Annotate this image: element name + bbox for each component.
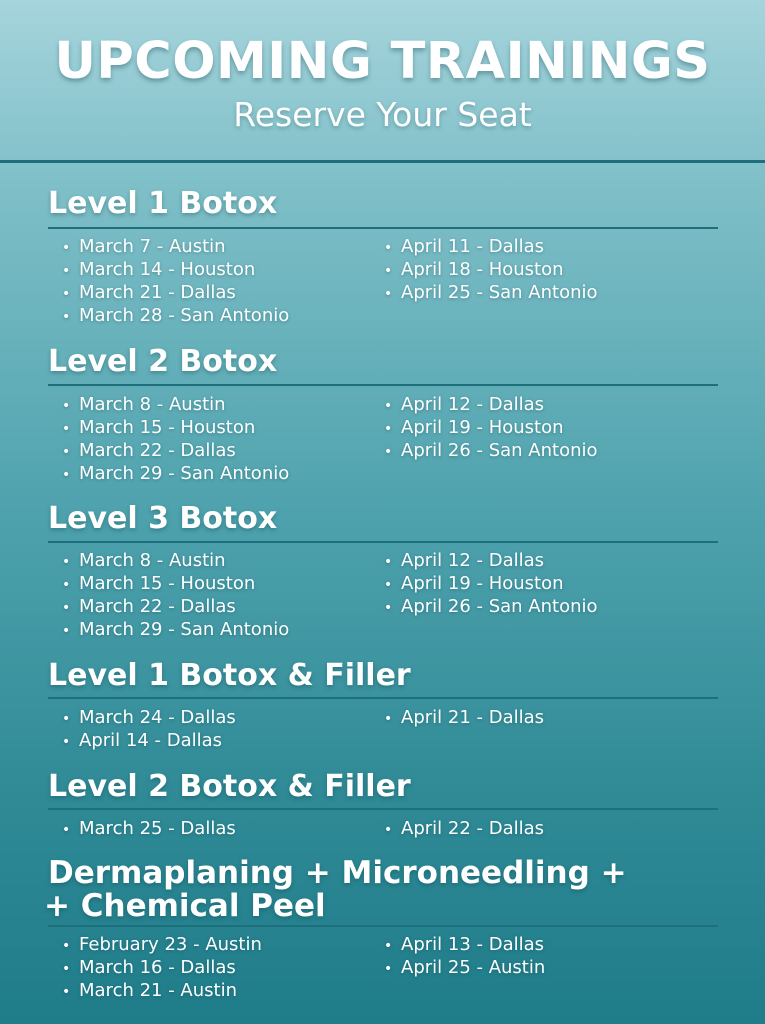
date-list-right <box>384 706 544 729</box>
section-divider <box>48 697 718 699</box>
bullet-icon: • <box>62 961 71 977</box>
date-item: • March 8 - Austin <box>62 393 289 416</box>
date-item: • March 22 - Dallas <box>62 595 289 618</box>
date-list-right <box>384 549 598 618</box>
date-item: • April 22 - Dallas <box>384 817 544 840</box>
bullet-icon: • <box>384 600 393 616</box>
bullet-icon: • <box>62 240 71 256</box>
bullet-icon: • <box>62 938 71 954</box>
section-title: Level 3 Botox <box>48 501 278 536</box>
date-list-left <box>62 235 289 327</box>
date-item: • March 21 - Dallas <box>62 281 289 304</box>
date-item: • March 29 - San Antonio <box>62 462 289 485</box>
bullet-icon: • <box>384 444 393 460</box>
date-item: • March 21 - Austin <box>62 979 262 1002</box>
bullet-icon: • <box>384 240 393 256</box>
bullet-icon: • <box>384 421 393 437</box>
bullet-icon: • <box>384 938 393 954</box>
section-divider <box>48 541 718 543</box>
date-item: • March 16 - Dallas <box>62 956 262 979</box>
date-item: • April 19 - Houston <box>384 416 598 439</box>
date-item: • March 28 - San Antonio <box>62 304 289 327</box>
section-divider <box>48 808 718 810</box>
date-item: • April 26 - San Antonio <box>384 595 598 618</box>
date-item: • March 14 - Houston <box>62 258 289 281</box>
bullet-icon: • <box>62 623 71 639</box>
date-item: • April 12 - Dallas <box>384 549 598 572</box>
section-title: Level 1 Botox & Filler <box>48 658 411 693</box>
date-item: • March 24 - Dallas <box>62 706 236 729</box>
date-item: • March 29 - San Antonio <box>62 618 289 641</box>
date-list-left <box>62 549 289 641</box>
date-item: • April 19 - Houston <box>384 572 598 595</box>
date-item: • April 25 - Austin <box>384 956 545 979</box>
date-list-left <box>62 817 236 840</box>
date-list-right <box>384 235 598 304</box>
bullet-icon: • <box>384 286 393 302</box>
bullet-icon: • <box>384 822 393 838</box>
date-list-right <box>384 933 545 979</box>
section-title: Level 1 Botox <box>48 186 278 221</box>
header <box>0 0 765 162</box>
section-title-line-1: Dermaplaning + Microneedling + <box>48 855 627 891</box>
date-item: • April 25 - San Antonio <box>384 281 598 304</box>
date-item: • April 12 - Dallas <box>384 393 598 416</box>
date-list-left <box>62 933 262 1002</box>
date-item: • February 23 - Austin <box>62 933 262 956</box>
date-list-left <box>62 393 289 485</box>
section-divider <box>48 384 718 386</box>
section-title-line-2: + Chemical Peel <box>44 888 326 924</box>
date-list-left <box>62 706 236 752</box>
date-item: • March 22 - Dallas <box>62 439 289 462</box>
bullet-icon: • <box>62 421 71 437</box>
page-title: UPCOMING TRAININGS <box>54 32 711 91</box>
bullet-icon: • <box>62 734 71 750</box>
bullet-icon: • <box>62 984 71 1000</box>
date-item: • April 26 - San Antonio <box>384 439 598 462</box>
section-divider <box>48 925 718 927</box>
header-divider <box>0 160 765 163</box>
date-item: • March 8 - Austin <box>62 549 289 572</box>
date-list-right <box>384 817 544 840</box>
section-divider <box>48 227 718 229</box>
date-item: • March 15 - Houston <box>62 572 289 595</box>
page-subtitle: Reserve Your Seat <box>233 95 532 134</box>
date-item: • April 21 - Dallas <box>384 706 544 729</box>
bullet-icon: • <box>384 554 393 570</box>
bullet-icon: • <box>384 711 393 727</box>
bullet-icon: • <box>62 467 71 483</box>
bullet-icon: • <box>384 398 393 414</box>
bullet-icon: • <box>62 822 71 838</box>
bullet-icon: • <box>62 711 71 727</box>
bullet-icon: • <box>62 286 71 302</box>
bullet-icon: • <box>62 554 71 570</box>
bullet-icon: • <box>62 444 71 460</box>
bullet-icon: • <box>384 263 393 279</box>
date-item: • March 7 - Austin <box>62 235 289 258</box>
section-title: Level 2 Botox <box>48 344 278 379</box>
date-item: • March 25 - Dallas <box>62 817 236 840</box>
date-item: • April 13 - Dallas <box>384 933 545 956</box>
date-list-right <box>384 393 598 462</box>
bullet-icon: • <box>62 263 71 279</box>
bullet-icon: • <box>62 600 71 616</box>
bullet-icon: • <box>384 961 393 977</box>
date-item: • March 15 - Houston <box>62 416 289 439</box>
date-item: • April 11 - Dallas <box>384 235 598 258</box>
bullet-icon: • <box>62 309 71 325</box>
bullet-icon: • <box>62 398 71 414</box>
section-title: Level 2 Botox & Filler <box>48 769 411 804</box>
bullet-icon: • <box>62 577 71 593</box>
bullet-icon: • <box>384 577 393 593</box>
date-item: • April 14 - Dallas <box>62 729 236 752</box>
date-item: • April 18 - Houston <box>384 258 598 281</box>
